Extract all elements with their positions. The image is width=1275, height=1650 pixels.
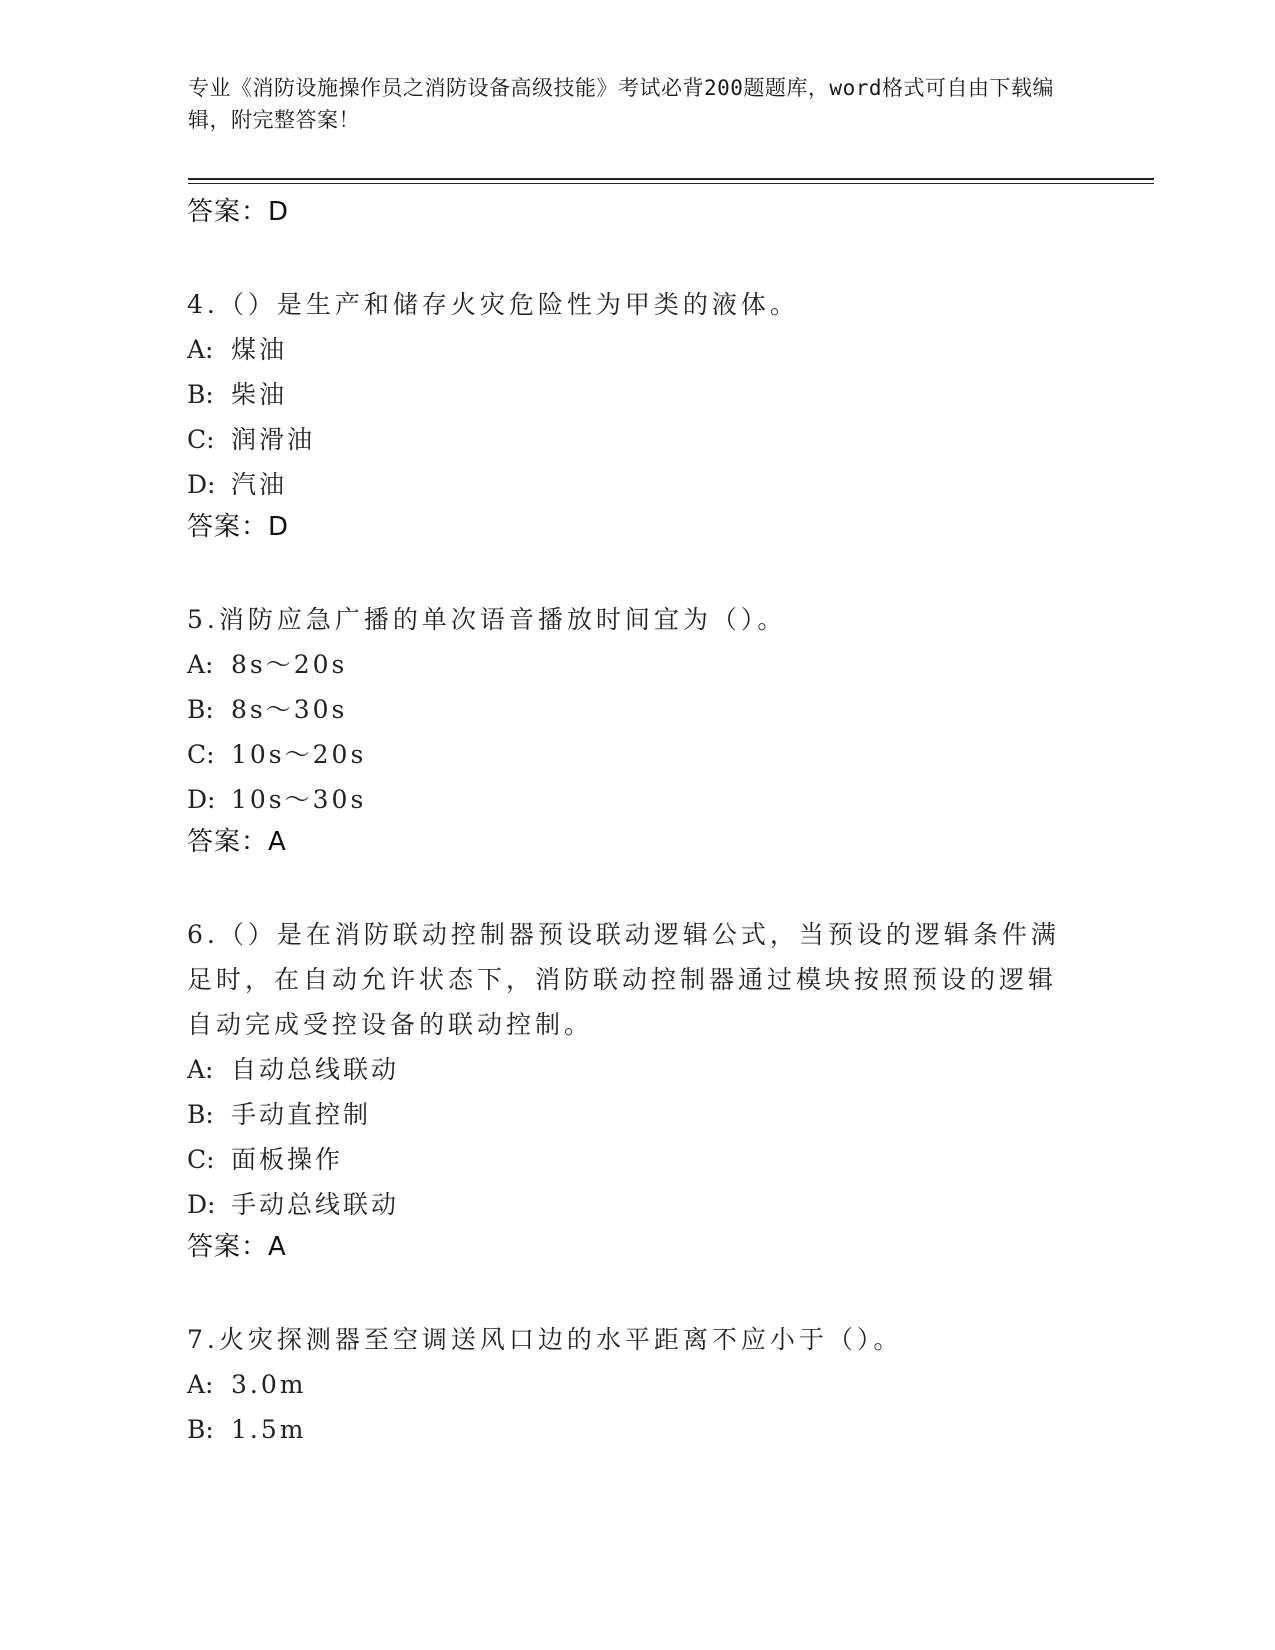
option-b — [187, 1407, 1067, 1452]
question-list — [187, 192, 1067, 1452]
option-text: 面板操作 — [231, 1145, 344, 1174]
option-letter: C: — [187, 1145, 215, 1174]
option-letter: D: — [187, 1190, 216, 1219]
question-text — [187, 1317, 1067, 1362]
option-letter: A: — [187, 650, 214, 679]
question-number: 6. — [187, 920, 219, 949]
answer-line — [187, 822, 1067, 862]
answer-line — [187, 192, 1067, 232]
option-letter: D: — [187, 785, 216, 814]
question-number: 5. — [187, 605, 219, 634]
answer-value: A — [268, 827, 287, 857]
answer-value: D — [268, 197, 290, 227]
question-stem: 火灾探测器至空调送风口边的水平距离不应小于（）。 — [218, 1325, 903, 1354]
question-text — [187, 597, 1067, 642]
option-text: 手动直控制 — [231, 1100, 372, 1129]
spacer — [187, 1267, 1067, 1317]
option-text: 10s～20s — [231, 740, 367, 769]
option-text: 汽油 — [231, 470, 288, 499]
question-number: 4. — [187, 290, 219, 319]
option-letter: A: — [187, 1055, 214, 1084]
option-d — [187, 777, 1067, 822]
answer-label: 答案： — [187, 827, 269, 857]
spacer — [187, 232, 1067, 282]
answer-line — [187, 1227, 1067, 1267]
option-d — [187, 462, 1067, 507]
option-text: 柴油 — [231, 380, 288, 409]
option-text: 手动总线联动 — [231, 1190, 400, 1219]
option-letter: D: — [187, 470, 216, 499]
option-a — [187, 642, 1067, 687]
option-text: 10s～30s — [231, 785, 367, 814]
option-c — [187, 732, 1067, 777]
question-block — [187, 1317, 1067, 1452]
option-letter: A: — [187, 1370, 214, 1399]
question-block — [187, 282, 1067, 547]
question-stem: （）是生产和储存火灾危险性为甲类的液体。 — [218, 290, 799, 319]
spacer — [187, 862, 1067, 912]
document-header: 专业《消防设施操作员之消防设备高级技能》考试必背200题题库，word格式可自由下载编辑，附完整答案！ — [188, 76, 1054, 132]
option-text: 8s～30s — [231, 695, 348, 724]
answer-label: 答案： — [187, 512, 269, 542]
option-a — [187, 327, 1067, 372]
option-c — [187, 417, 1067, 462]
answer-value: A — [268, 1232, 287, 1262]
answer-line — [187, 507, 1067, 547]
option-d — [187, 1182, 1067, 1227]
header-divider-thick — [188, 178, 1154, 180]
option-a — [187, 1047, 1067, 1092]
option-text: 8s～20s — [231, 650, 348, 679]
header-divider-thin — [188, 183, 1154, 184]
option-text: 3.0m — [231, 1370, 307, 1399]
option-c — [187, 1137, 1067, 1182]
question-block — [187, 597, 1067, 862]
option-letter: B: — [187, 695, 214, 724]
option-text: 煤油 — [231, 335, 288, 364]
question-block — [187, 912, 1067, 1267]
option-b — [187, 1092, 1067, 1137]
question-number: 7. — [187, 1325, 219, 1354]
question-text — [187, 912, 1067, 1047]
option-a — [187, 1362, 1067, 1407]
spacer — [187, 547, 1067, 597]
question-stem: 消防应急广播的单次语音播放时间宜为（）。 — [218, 605, 787, 634]
answer-value: D — [268, 512, 290, 542]
option-letter: B: — [187, 380, 214, 409]
answer-label: 答案： — [187, 197, 269, 227]
option-letter: C: — [187, 740, 215, 769]
option-text: 自动总线联动 — [231, 1055, 400, 1084]
option-b — [187, 687, 1067, 732]
option-letter: A: — [187, 335, 214, 364]
option-letter: B: — [187, 1100, 214, 1129]
option-text: 1.5m — [231, 1415, 307, 1444]
option-letter: B: — [187, 1415, 214, 1444]
option-text: 润滑油 — [231, 425, 316, 454]
option-b — [187, 372, 1067, 417]
answer-label: 答案： — [187, 1232, 269, 1262]
question-text — [187, 282, 1067, 327]
question-stem: （）是在消防联动控制器预设联动逻辑公式，当预设的逻辑条件满足时，在自动允许状态下，消防联动控制器通过模块按照预设的逻辑自动完成受控设备的联动控制。 — [187, 920, 1060, 1039]
option-letter: C: — [187, 425, 215, 454]
